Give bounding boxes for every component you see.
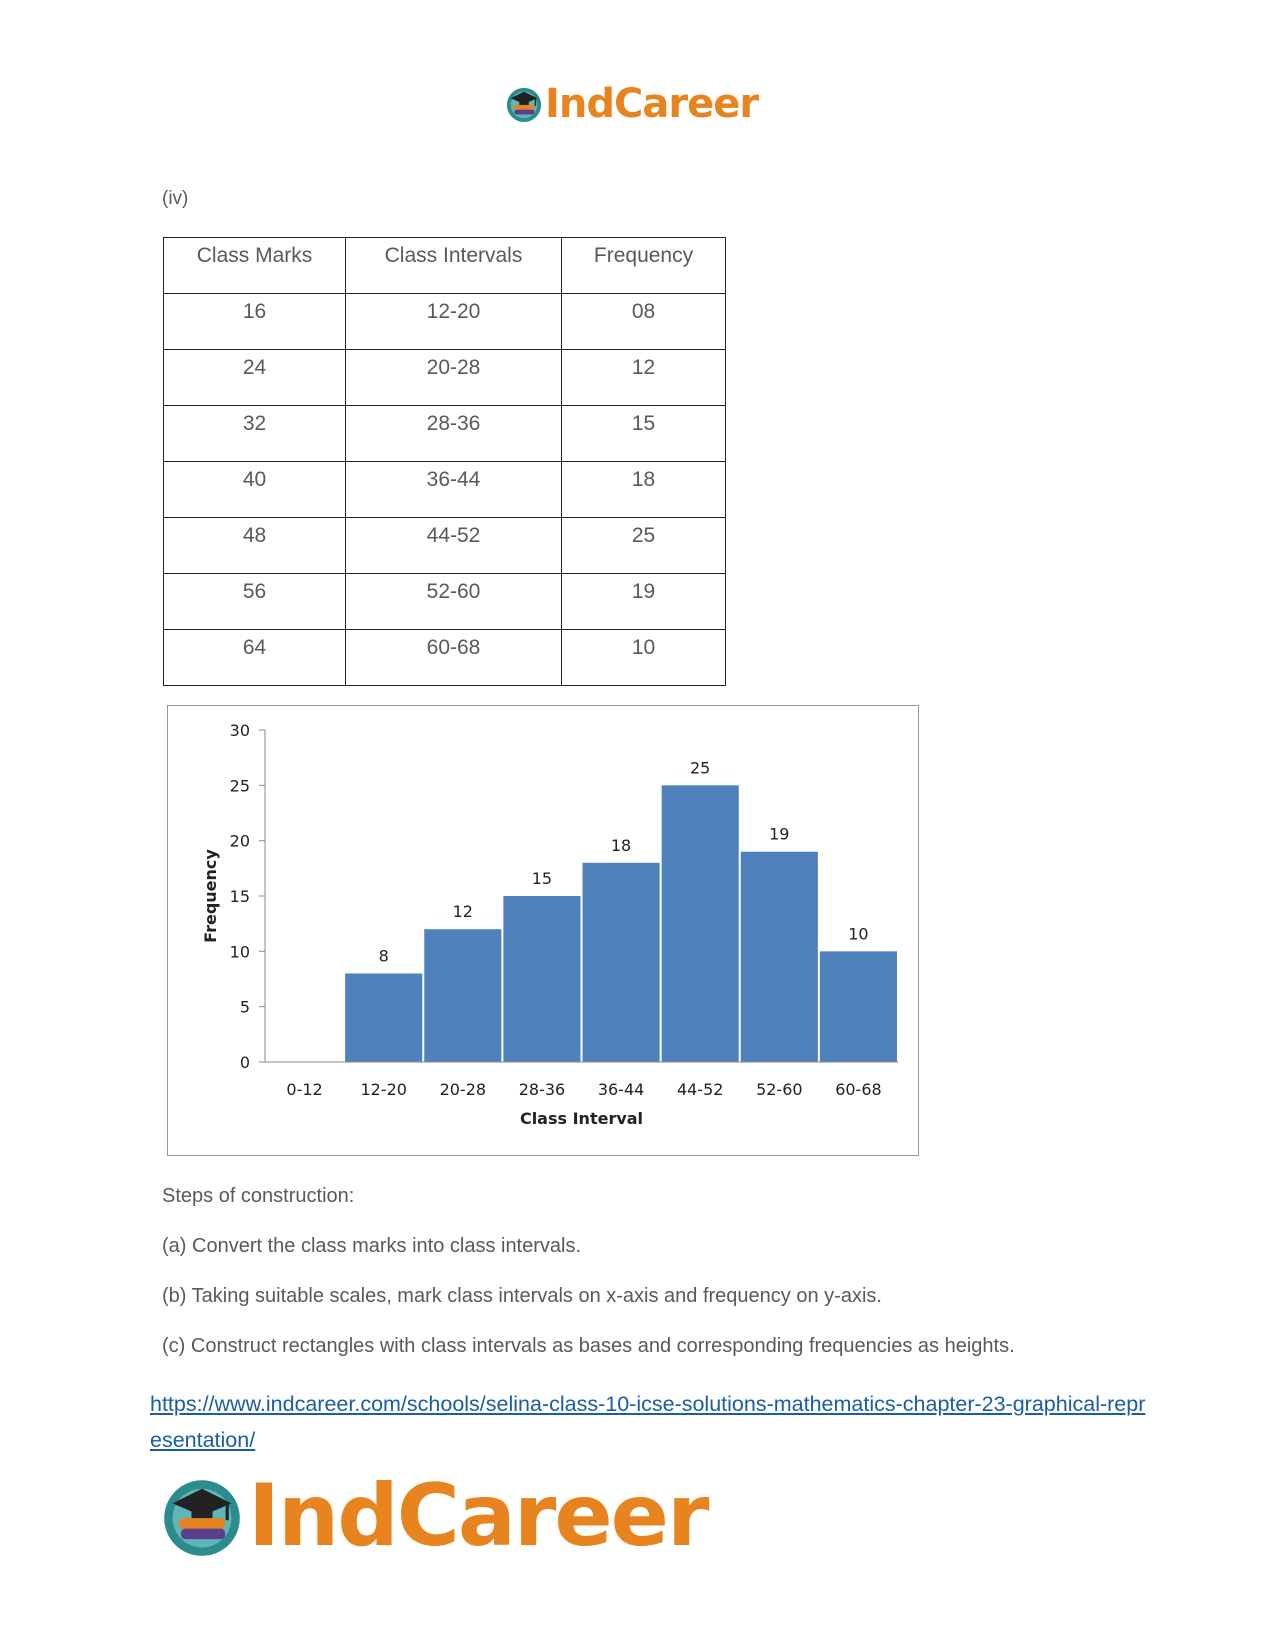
y-tick-label: 5 xyxy=(239,997,250,1017)
data-label: 10 xyxy=(848,924,869,944)
logo-text: IndCareer xyxy=(248,1466,708,1566)
x-tick-label: 28-36 xyxy=(518,1080,566,1099)
table-cell: 15 xyxy=(562,406,726,462)
table-header-cell: Class Intervals xyxy=(346,238,562,294)
table-header-cell: Class Marks xyxy=(164,238,346,294)
step-item: (c) Construct rectangles with class intervals as bases and corresponding frequencies as heights. xyxy=(162,1335,1015,1357)
source-link[interactable]: https://www.indcareer.com/schools/selina-class-10-icse-solutions-mathematics-chapter-23-graphical-representation/ xyxy=(150,1392,1146,1452)
x-tick-label: 52-60 xyxy=(756,1080,803,1099)
histogram-svg xyxy=(168,706,920,1157)
y-tick-label: 10 xyxy=(229,942,250,962)
header-logo xyxy=(505,78,758,130)
table-cell: 19 xyxy=(562,574,726,630)
table-cell: 32 xyxy=(164,406,346,462)
data-label: 18 xyxy=(610,835,632,855)
histogram-bar xyxy=(820,951,897,1062)
table-cell: 24 xyxy=(164,350,346,406)
table-cell: 28-36 xyxy=(346,406,562,462)
y-tick-label: 15 xyxy=(229,887,250,906)
data-label: 8 xyxy=(378,946,389,966)
x-tick-label: 36-44 xyxy=(597,1080,645,1099)
y-tick-label: 25 xyxy=(229,776,250,796)
table-cell: 08 xyxy=(562,294,726,350)
histogram-bar xyxy=(583,863,660,1062)
frequency-table xyxy=(163,237,726,686)
step-item: (a) Convert the class marks into class intervals. xyxy=(162,1235,582,1257)
data-label: 25 xyxy=(690,758,711,778)
table-row xyxy=(164,574,726,630)
table-row xyxy=(164,630,726,686)
x-tick-label: 20-28 xyxy=(439,1080,487,1099)
question-label: (iv) xyxy=(162,188,189,209)
graduation-books-icon xyxy=(160,1474,244,1558)
steps-heading: Steps of construction: xyxy=(162,1185,355,1207)
histogram-bar xyxy=(345,973,422,1062)
logo-text: IndCareer xyxy=(545,81,759,127)
histogram-bar xyxy=(424,929,501,1062)
table-cell: 12 xyxy=(562,350,726,406)
table-cell: 25 xyxy=(562,518,726,574)
x-tick-label: 0-12 xyxy=(286,1080,323,1099)
histogram-bar xyxy=(662,785,739,1062)
data-label: 19 xyxy=(769,824,790,844)
table-cell: 20-28 xyxy=(346,350,562,406)
y-tick-label: 20 xyxy=(229,831,250,851)
table-row xyxy=(164,462,726,518)
table-header-row xyxy=(164,238,726,294)
x-tick-label: 60-68 xyxy=(835,1080,882,1099)
table-row xyxy=(164,406,726,462)
table-cell: 18 xyxy=(562,462,726,518)
x-tick-label: 44-52 xyxy=(676,1080,724,1099)
table-row xyxy=(164,350,726,406)
table-cell: 60-68 xyxy=(346,630,562,686)
table-row xyxy=(164,518,726,574)
step-item: (b) Taking suitable scales, mark class intervals on x-axis and frequency on y-axis. xyxy=(162,1285,882,1307)
table-cell: 40 xyxy=(164,462,346,518)
footer-logo xyxy=(160,1468,707,1564)
y-tick-label: 0 xyxy=(239,1053,250,1072)
table-header-cell: Frequency xyxy=(562,238,726,294)
histogram-bar xyxy=(741,852,818,1062)
table-cell: 44-52 xyxy=(346,518,562,574)
table-cell: 52-60 xyxy=(346,574,562,630)
table-cell: 56 xyxy=(164,574,346,630)
x-axis-title: Class Interval xyxy=(519,1109,644,1128)
x-tick-label: 12-20 xyxy=(360,1080,407,1099)
table-cell: 16 xyxy=(164,294,346,350)
construction-steps xyxy=(162,1184,1015,1384)
y-axis-title: Frequency xyxy=(201,849,220,943)
table-cell: 48 xyxy=(164,518,346,574)
table-row xyxy=(164,294,726,350)
table-cell: 10 xyxy=(562,630,726,686)
table-cell: 64 xyxy=(164,630,346,686)
y-tick-label: 30 xyxy=(229,721,250,740)
data-label: 15 xyxy=(531,869,553,888)
graduation-books-icon xyxy=(505,85,543,123)
histogram-chart xyxy=(167,705,919,1156)
table-cell: 12-20 xyxy=(346,294,562,350)
table-cell: 36-44 xyxy=(346,462,562,518)
histogram-bar xyxy=(503,896,580,1062)
data-label: 12 xyxy=(452,902,473,922)
